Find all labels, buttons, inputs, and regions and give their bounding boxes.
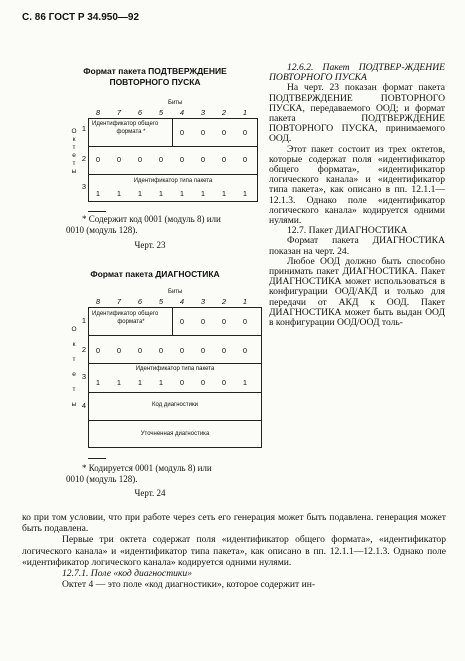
bit-number: 5 — [158, 297, 164, 306]
section-12-7-1-heading: 12.7.1. Поле «код диагностики» — [62, 568, 192, 580]
bit-number: 6 — [137, 108, 143, 117]
bit-number: 3 — [200, 297, 206, 306]
diagnostic-code-field: Код диагностики — [152, 402, 198, 408]
paragraph: Первые три октета содержат поля «идентификатор общего формата», «идентификатор логического канала» и «идентификатор типа пакета», как описано в пп. 12.1.1—12.1.3. Однако поле «идентификатор логического канала» кодируется одними нулями. — [22, 534, 446, 568]
general-format-identifier-field: Идентификатор общего формата * — [92, 121, 159, 135]
figure23-footnote: * Содержит код 0001 (модуль 8) или 0010 (модуль 128). — [66, 214, 221, 235]
divider — [88, 420, 262, 421]
bit-number: 3 — [200, 108, 206, 117]
figure23-title — [60, 66, 250, 88]
footnote-rule — [88, 458, 106, 459]
divider — [88, 363, 262, 364]
bit-number: 4 — [179, 297, 185, 306]
section-12-6-2-heading: 12.6.2. Пакет ПОДТВЕР-ЖДЕНИЕ ПОВТОРНОГО ПУСКА — [269, 62, 445, 84]
divider — [88, 392, 262, 393]
figure23-bits-label: Биты — [168, 100, 183, 106]
packet-type-identifier-field: Идентификатор типа пакета — [135, 366, 215, 372]
packet-type-identifier-field: Идентификатор типа пакета — [133, 178, 213, 184]
figure24-octets-label: О к т е т ы — [71, 326, 77, 408]
figure24-footnote: * Кодируется 0001 (модуль 8) или 0010 (модуль 128). — [66, 463, 212, 484]
row-values: 0 0 0 0 0 0 0 0 — [95, 346, 248, 355]
figure23-octets-label: О к т е т ы — [71, 128, 77, 175]
bit-number: 6 — [137, 297, 143, 306]
divider — [88, 335, 262, 336]
figure24-caption: Черт. 24 — [134, 488, 166, 498]
bit-number: 8 — [95, 297, 101, 306]
figure24-bits-label: Биты — [168, 289, 183, 295]
bit-number: 7 — [116, 108, 122, 117]
paragraph: На черт. 23 показан формат пакета ПОДТВЕРЖДЕНИЕ ПОВТОРНОГО ПУСКА, передаваемого ООД; и формат пакета ПОДТВЕРЖДЕНИЕ ПОВТОРНОГО ПУСКА, принимаемого ООД. — [269, 82, 445, 145]
bit-number: 4 — [179, 108, 185, 117]
right-column-text — [269, 63, 445, 328]
row-values: 0 0 0 0 0 0 0 0 — [95, 155, 248, 164]
figure23-title-line1: Формат пакета ПОДТВЕРЖДЕНИЕ — [83, 66, 227, 76]
paragraph: ко при том условии, что при работе через сеть его генерация может быть подавлена. генерация может быть подавлена. — [22, 512, 446, 535]
row-values: 1 1 1 1 0 0 0 1 — [95, 378, 248, 387]
row-number: 3 — [81, 182, 86, 191]
row-number: 3 — [81, 372, 86, 381]
bit-number: 1 — [242, 108, 248, 117]
row-number: 4 — [81, 401, 86, 410]
diagnostic-explanation-field: Уточненная диагностика — [140, 431, 210, 437]
paragraph: Формат пакета ДИАГНОСТИКА показан на черт. 24. — [269, 235, 445, 257]
bit-number: 8 — [95, 108, 101, 117]
row-number: 1 — [81, 316, 86, 325]
row-values: 0 0 0 0 — [179, 128, 248, 137]
bit-number: 5 — [158, 108, 164, 117]
divider — [88, 146, 258, 147]
bit-number: 7 — [116, 297, 122, 306]
divider — [88, 174, 258, 175]
page-header: С. 86 ГОСТ Р 34.950—92 — [22, 12, 140, 23]
paragraph: Октет 4 — это поле «код диагностики», которое содержит ин- — [62, 579, 316, 591]
bit-number: 2 — [221, 297, 227, 306]
bit-number: 2 — [221, 108, 227, 117]
footnote-rule — [88, 211, 106, 212]
row-values: 0 0 0 0 — [179, 317, 248, 326]
general-format-identifier-field: Идентификатор общего формата* — [92, 311, 159, 325]
figure23-caption: Черт. 23 — [134, 240, 166, 250]
figure24-title: Формат пакета ДИАГНОСТИКА — [90, 269, 220, 279]
paragraph: Любое ООД должно быть способно принимать пакет ДИАГНОСТИКА. Пакет ДИАГНОСТИКА может использоваться в конфигурации ООД/АКД и только для передачи от АКД к ООД. Пакет ДИАГНОСТИКА может быть выдан ООД в конфигурации ООД/ООД толь- — [269, 255, 445, 329]
section-12-7-heading: 12.7. Пакет ДИАГНОСТИКА — [287, 225, 408, 237]
bottom-text — [22, 512, 446, 590]
paragraph: Этот пакет состоит из трех октетов, которые содержат поля «идентификатор общего формата», «идентификатор логического канала» и «идентификатор типа пакета», как описано в пп. 12.1.1—12.1.3. Однако поле «идентификатор логического канала» кодируется одними нулями. — [269, 143, 445, 227]
row-number: 1 — [81, 124, 86, 133]
row-values: 1 1 1 1 1 1 1 1 — [95, 189, 248, 198]
bit-number: 1 — [242, 297, 248, 306]
row-number: 2 — [81, 154, 86, 163]
row-number: 2 — [81, 345, 86, 354]
figure23-title-line2: ПОВТОРНОГО ПУСКА — [109, 77, 201, 87]
